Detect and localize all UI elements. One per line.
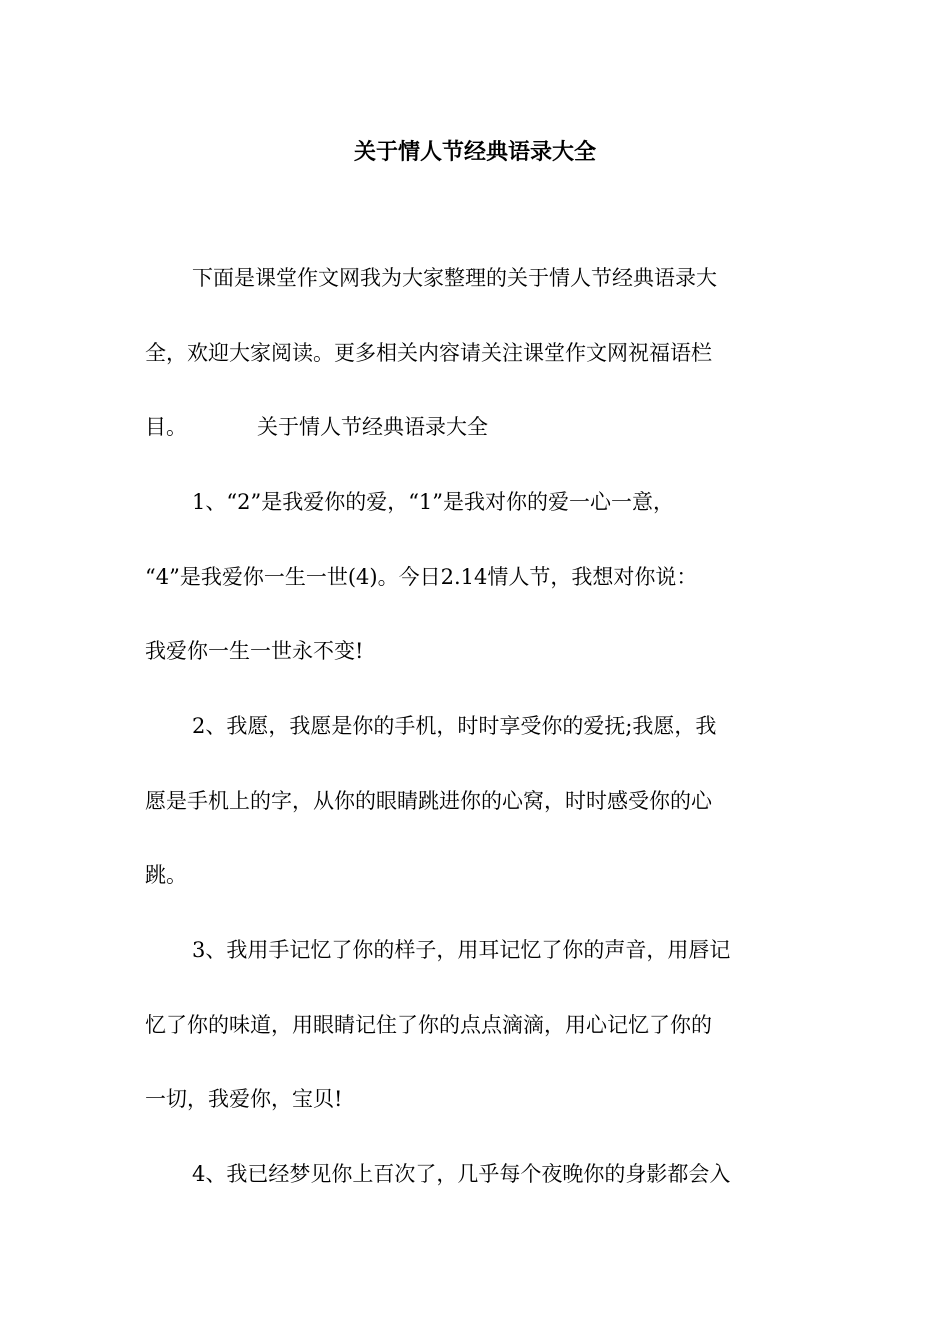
paragraph-line: 3、我用手记忆了你的样子，用耳记忆了你的声音，用唇记 [192, 938, 731, 962]
paragraph-line: 1、“2”是我爱你的爱，“1”是我对你的爱一心一意， [192, 490, 675, 514]
paragraph-line: 我爱你一生一世永不变! [145, 639, 364, 663]
paragraph-line [145, 409, 810, 445]
paragraph-line: 一切，我爱你，宝贝! [145, 1087, 343, 1111]
paragraph-line: 4、我已经梦见你上百次了，几乎每个夜晚你的身影都会入 [192, 1162, 731, 1186]
paragraph-line: 忆了你的味道，用眼睛记住了你的点点滴滴，用心记忆了你的 [145, 1013, 712, 1037]
paragraph-line: 跳。 [145, 863, 187, 887]
paragraph-line: “4”是我爱你一生一世(4)。今日2.14情人节，我想对你说： [145, 565, 698, 589]
paragraph-line: 2、我愿，我愿是你的手机，时时享受你的爱抚;我愿，我 [192, 714, 717, 738]
paragraph-line: 全，欢迎大家阅读。更多相关内容请关注课堂作文网祝福语栏 [145, 341, 712, 365]
paragraph-line: 下面是课堂作文网我为大家整理的关于情人节经典语录大 [192, 266, 717, 290]
document-title: 关于情人节经典语录大全 [353, 139, 596, 165]
paragraph-line-end: 目。 [145, 415, 187, 439]
paragraph-line: 愿是手机上的字，从你的眼睛跳进你的心窝，时时感受你的心 [145, 789, 712, 813]
inline-heading: 关于情人节经典语录大全 [257, 415, 488, 439]
